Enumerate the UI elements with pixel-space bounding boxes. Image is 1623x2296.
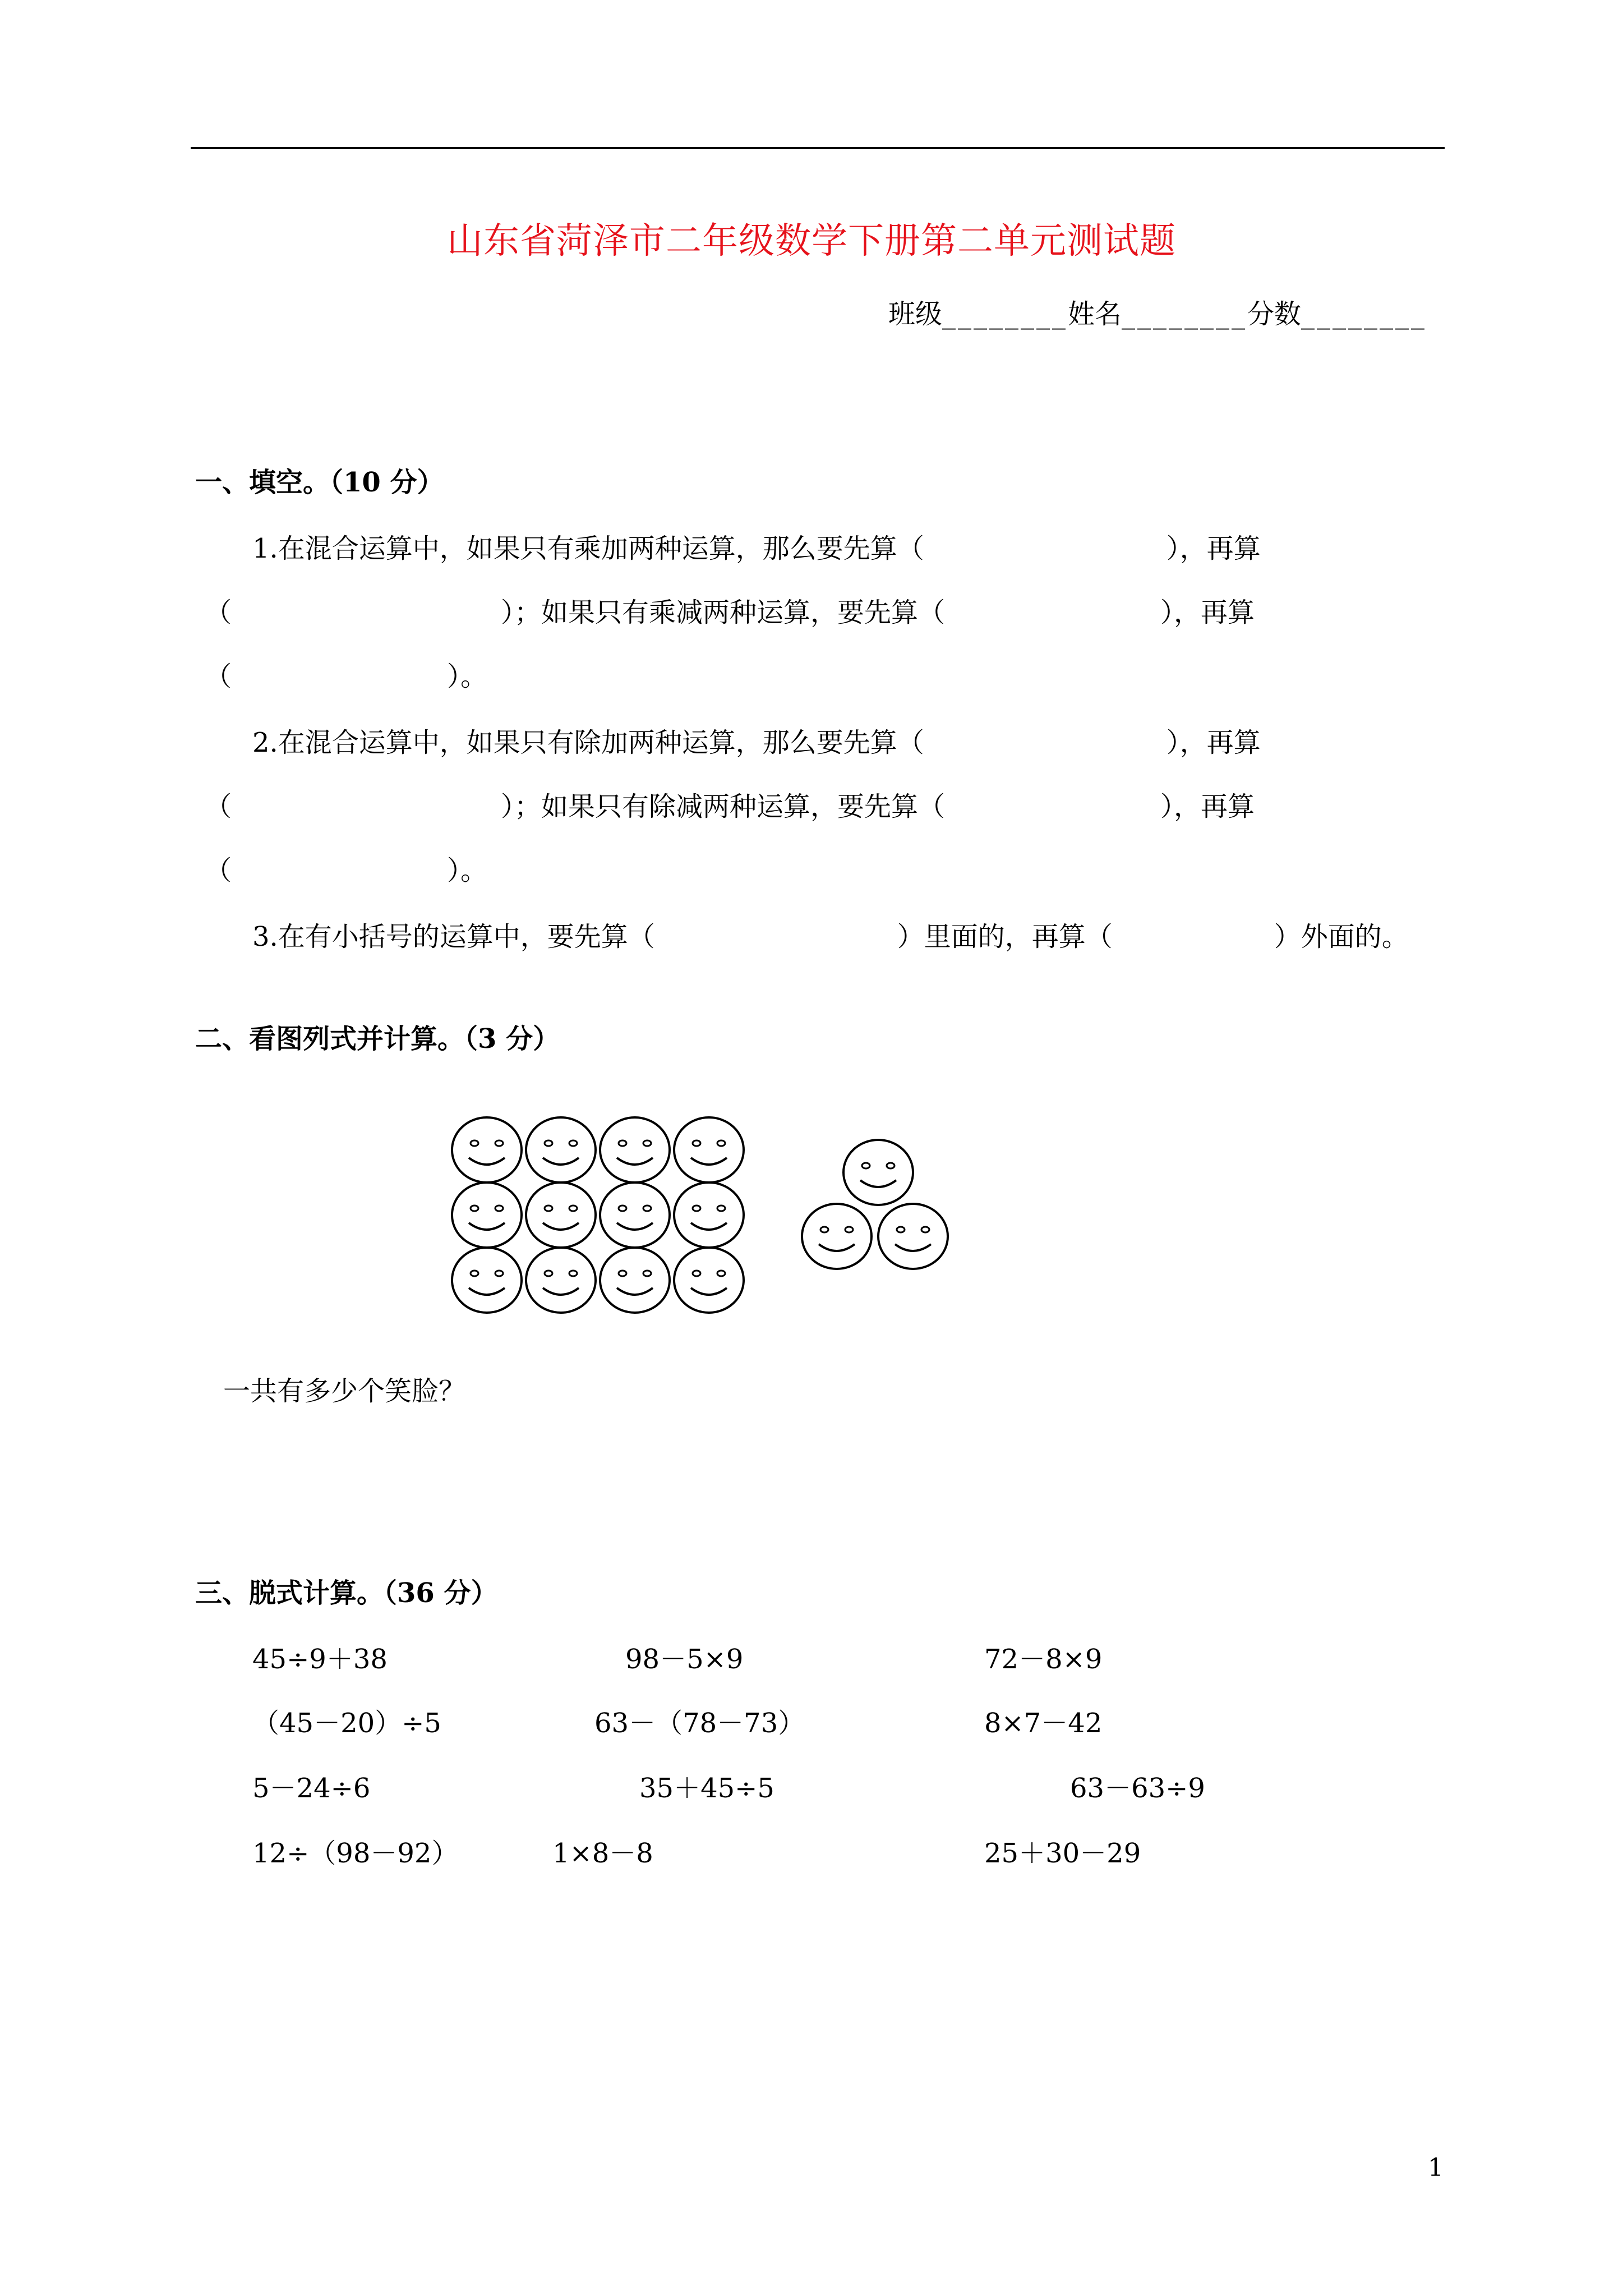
calc-1-2: 98－5×9	[625, 1644, 744, 1675]
calc-3-1: 5－24÷6	[252, 1773, 371, 1804]
calc-2-1: （45－20）÷5	[252, 1708, 441, 1739]
calc-1-3: 72－8×9	[984, 1644, 1103, 1675]
smiley-svg	[449, 1111, 965, 1318]
section2-question: 一共有多少个笑脸？	[223, 1375, 466, 1407]
q2-line2: （ ）；如果只有除减两种运算，要先算（ ），再算	[205, 791, 1255, 822]
calc-3-2: 35＋45÷5	[639, 1773, 774, 1804]
section2-heading: 二、看图列式并计算。（3 分）	[195, 1023, 560, 1055]
page-number: 1	[1428, 2154, 1444, 2182]
class-label: 班级	[888, 298, 942, 330]
q2-line1: 2.在混合运算中，如果只有除加两种运算，那么要先算（ ），再算	[252, 727, 1261, 758]
score-label: 分数	[1247, 298, 1301, 330]
smiley-face-grid-1-3	[600, 1117, 670, 1182]
smiley-face-grid-2-4	[674, 1182, 744, 1248]
smiley-face-pyramid-right	[878, 1204, 948, 1269]
document-title: 山东省菏泽市二年级数学下册第二单元测试题	[447, 220, 1176, 262]
smiley-face-grid-1-4	[674, 1117, 744, 1182]
class-blank[interactable]: ________	[942, 298, 1068, 330]
q3-line1: 3.在有小括号的运算中，要先算（ ）里面的，再算（ ）外面的。	[252, 921, 1409, 953]
score-blank[interactable]: ________	[1301, 298, 1427, 330]
smiley-face-grid-3-4	[674, 1248, 744, 1313]
q1-line1: 1.在混合运算中，如果只有乘加两种运算，那么要先算（ ），再算	[252, 533, 1261, 564]
smiley-face-grid-3-1	[452, 1248, 522, 1313]
section3-heading: 三、脱式计算。（36 分）	[195, 1577, 498, 1609]
smiley-figure	[449, 1111, 965, 1318]
header-rule	[191, 147, 1445, 149]
q1-line2: （ ）；如果只有乘减两种运算，要先算（ ），再算	[205, 597, 1255, 628]
section1-heading: 一、填空。（10 分）	[195, 467, 444, 498]
calc-2-3: 8×7－42	[984, 1708, 1103, 1739]
q2-line3: （ ）。	[205, 855, 488, 886]
smiley-face-grid-3-3	[600, 1248, 670, 1313]
smiley-face-grid-2-1	[452, 1182, 522, 1248]
name-blank[interactable]: ________	[1121, 298, 1247, 330]
calc-3-3: 63－63÷9	[1070, 1773, 1205, 1804]
smiley-face-pyramid-top	[843, 1140, 913, 1205]
smiley-face-grid-1-2	[526, 1117, 596, 1182]
smiley-face-pyramid-left	[802, 1204, 872, 1269]
name-label: 姓名	[1067, 298, 1122, 330]
smiley-face-grid-2-2	[526, 1182, 596, 1248]
calc-4-1: 12÷（98－92）	[252, 1838, 459, 1869]
student-info-line	[888, 292, 1427, 337]
q1-line3: （ ）。	[205, 661, 488, 692]
smiley-face-grid-3-2	[526, 1248, 596, 1313]
calc-4-3: 25＋30－29	[984, 1838, 1141, 1869]
calc-2-2: 63－（78－73）	[594, 1708, 805, 1739]
calc-1-1: 45÷9＋38	[252, 1644, 388, 1675]
smiley-face-grid-2-3	[600, 1182, 670, 1248]
smiley-face-grid-1-1	[452, 1117, 522, 1182]
calc-4-2: 1×8－8	[552, 1838, 653, 1869]
